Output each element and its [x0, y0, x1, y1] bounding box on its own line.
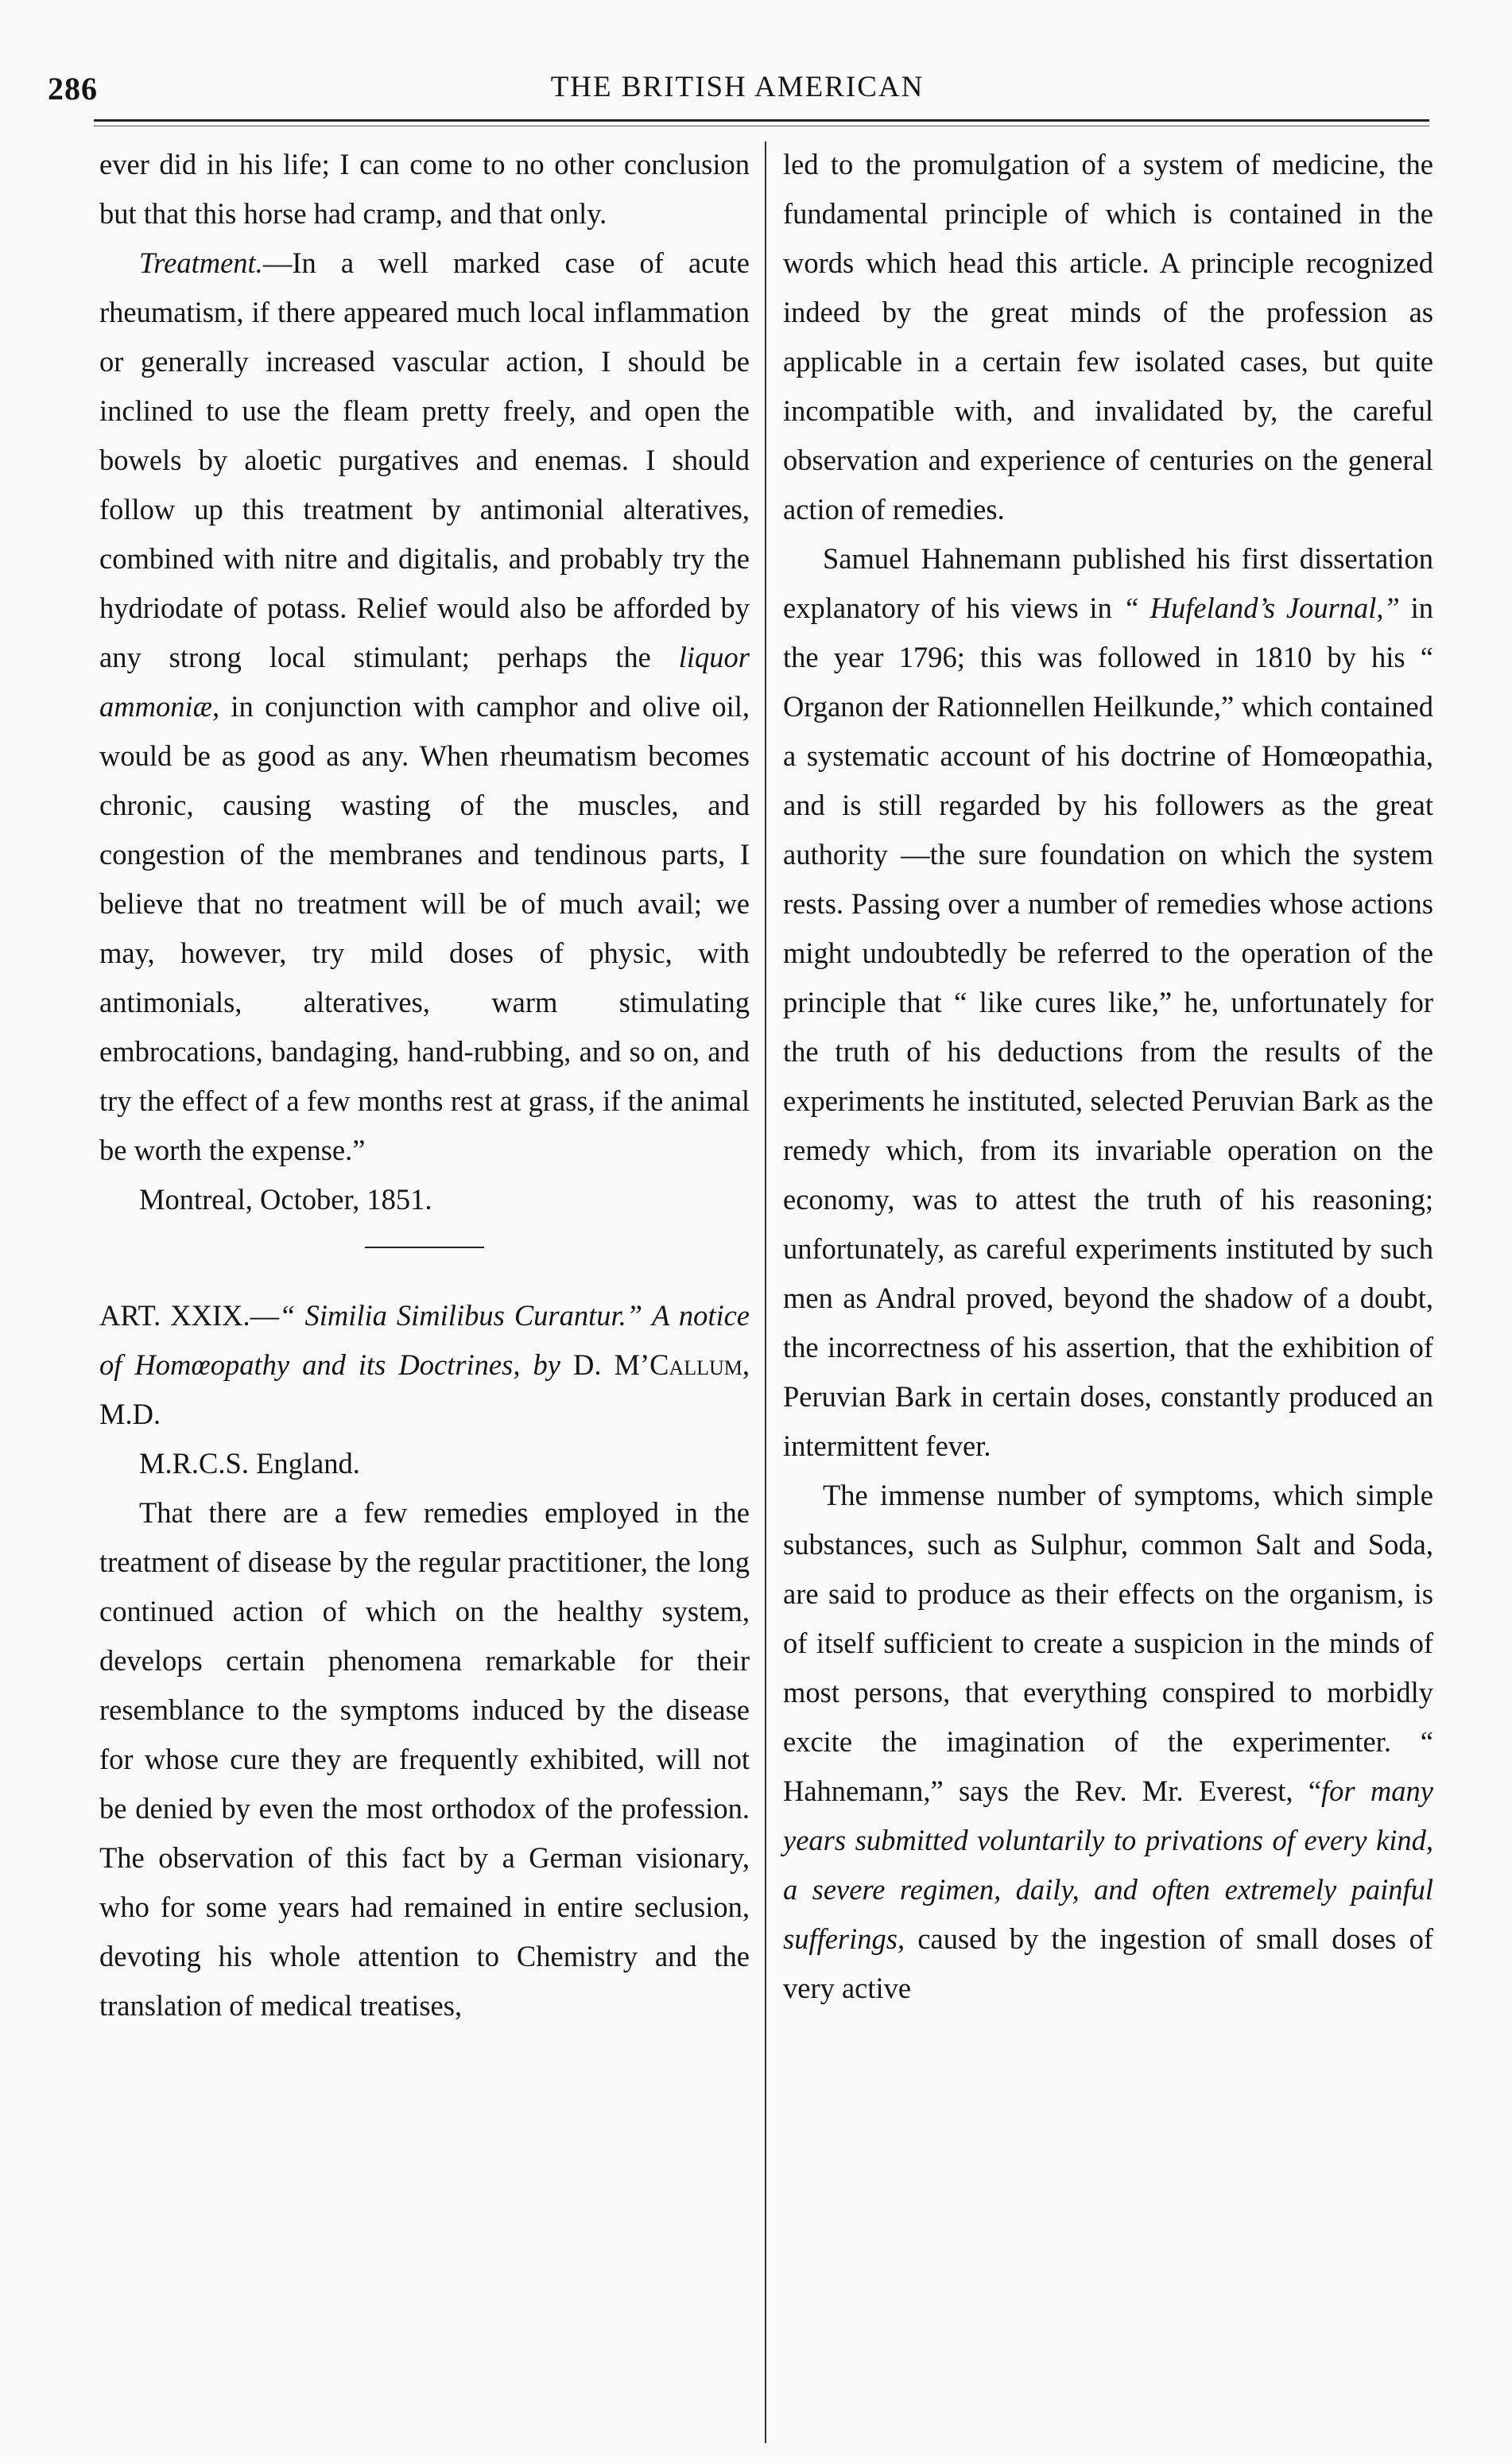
article-author-degree: M.R.C.S. England.: [139, 1447, 360, 1480]
article-heading: [99, 1291, 750, 1488]
treatment-text: —In a well marked case of acute rheumatism, if there appeared much local inflammation or generally increased vascular action, I should be inclined to use the fleam pretty freely, and open the bowels by aloetic purgatives and enemas. I should follow up this treatment by antimonial alteratives, combined with nitre and digitalis, and probably try the hydriodate of potass. Relief would also be afforded by any strong local stimulant; perhaps the: [99, 246, 750, 673]
column-divider: [765, 142, 766, 2443]
treatment-text-cont: in conjunction with camphor and olive oil, would be as good as any. When rheumatism becomes chronic, causing wasting of the muscles, and congestion of the membranes and tendinous parts, I believe that no treatment will be of much avail; we may, however, try mild doses of physic, with antimonials, alteratives, warm stimulating embrocations, bandaging, hand-rubbing, and so on, and try the effect of a few months rest at grass, if the animal be worth the expense.”: [99, 690, 750, 1166]
section-rule: [365, 1247, 484, 1248]
page-number: 286: [48, 71, 98, 107]
symptoms-text-a: The immense number of symptoms, which simple substances, such as Sulphur, common Salt and Soda, are said to produce as their effects on the organism, is of itself sufficient to create a suspicion in the minds of most persons, that everything conspired to morbidly excite the imagination of the experimenter. “ Hahnemann,” says the Rev. Mr. Everest, “: [783, 1479, 1433, 1807]
hahnemann-text-b: in the year 1796; this was followed in 1810 by his “ Organon der Rationnellen Heilkunde,” which contained a systematic account of his doctrine of Homœopathia, and is still regarded by his followers as the great authority —the sure foundation on which the system rests. Passing over a number of remedies whose actions might undoubtedly be referred to the operation of the principle that “ like cures like,” he, unfortunately for the truth of his deductions from the results of the experiments he instituted, selected Peruvian Bark as the remedy which, from its invariable operation on the economy, was to attest the truth of his reasoning; unfortunately, as careful experiments instituted by such men as Andral proved, beyond the shadow of a doubt, the incorrectness of his assertion, that the exhibition of Peruvian Bark in certain doses, constantly produced an intermittent fever.: [783, 592, 1433, 1462]
right-paragraph-1: led to the promulgation of a system of medicine, the fundamental principle of which is contained in the words which head this article. A principle recognized indeed by the great minds of the profession as applicable in a certain few isolated cases, but quite incompatible with, and invalidated by, the careful observation and experience of centuries on the general action of remedies.: [783, 148, 1433, 526]
left-paragraph-1: ever did in his life; I can come to no other conclusion but that this horse had cramp, and that only.: [99, 148, 750, 230]
article-paragraph-1: That there are a few remedies employed in the treatment of disease by the regular practitioner, the long continued action of which on the healthy system, develops certain phenomena remarkable for their resemblance to the symptoms induced by the disease for whose cure they are frequently exhibited, will not be denied by even the most orthodox of the profession. The observation of this fact by a German visionary, who for some years had remained in entire seclusion, devoting his whole attention to Chemistry and the translation of medical treatises,: [99, 1496, 750, 2022]
liquor-ammoniae: liquor ammoniæ,: [99, 641, 750, 723]
symptoms-paragraph: [783, 1471, 1433, 2013]
signoff-dateline: Montreal, October, 1851.: [139, 1183, 432, 1216]
article-label: ART. XXIX.—: [99, 1299, 280, 1332]
article-motto: “ Similia Similibus Curantur.”: [279, 1299, 643, 1332]
symptoms-text-b: caused by the ingestion of small doses of very active: [783, 1922, 1433, 2004]
hufeland-journal: “ Hufeland’s Journal,”: [1122, 592, 1400, 624]
left-column: [99, 140, 750, 2031]
hahnemann-paragraph: [783, 534, 1433, 1471]
treatment-label: Treatment.: [139, 246, 263, 279]
header-rule: [94, 119, 1429, 122]
running-header: [48, 70, 1427, 118]
hahnemann-text-a: Samuel Hahnemann published his first dissertation explanatory of his views in: [783, 542, 1433, 624]
right-column: [783, 140, 1433, 2013]
article-subtitle: A notice of Homœopathy and its Doctrines, by: [99, 1299, 750, 1381]
treatment-paragraph: [99, 239, 750, 1175]
everest-quote: for many years submitted voluntarily to privations of every kind, a severe regimen, daily, and often extremely painful sufferings,: [783, 1775, 1433, 1955]
article-author: D. M’Callum, M.D.: [99, 1348, 750, 1430]
running-head-title: THE BRITISH AMERICAN: [550, 71, 925, 103]
